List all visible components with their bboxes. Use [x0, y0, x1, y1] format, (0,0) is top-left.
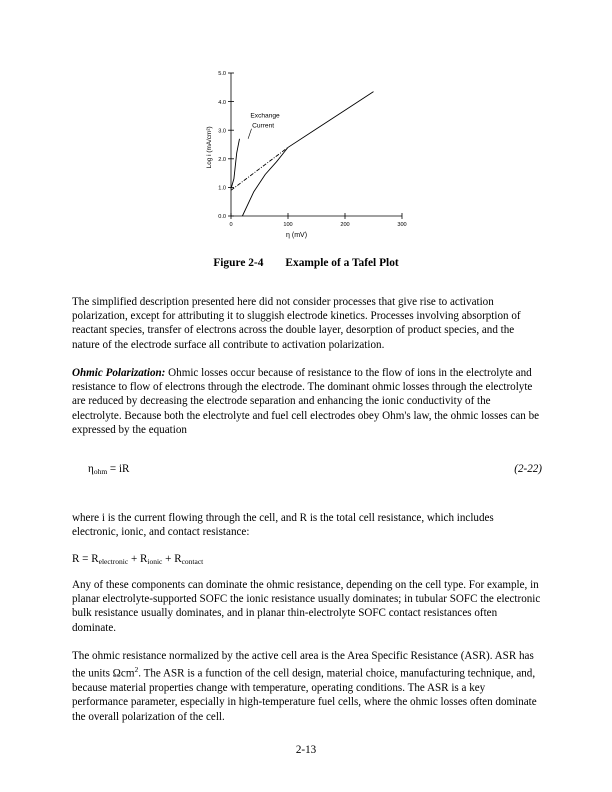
- figure-title: Example of a Tafel Plot: [285, 257, 399, 269]
- x-tick-label: 100: [283, 222, 293, 228]
- paragraph-components: Any of these components can dominate the ohmic resistance, depending on the cell type. For example, in planar electrolyte-supported SOFC the ionic resistance usually dominates; in tubular SOFC the electronic bulk resistance usually dominates, and in planar thin-electrolyte SOFC contact resistances often dominate.: [72, 579, 541, 634]
- y-tick-label: 3.0: [218, 128, 226, 135]
- y-tick-label: 4.0: [218, 99, 226, 106]
- annotation-current: Current: [252, 122, 275, 130]
- x-tick-label: 0: [229, 222, 233, 228]
- y-tick-label: 5.0: [218, 71, 226, 78]
- paragraph-asr: [72, 649, 542, 724]
- equation-number: (2-22): [514, 463, 542, 475]
- asr-text-a: The ohmic resistance normalized by the active cell area is the Area Specific Resistance (ASR). ASR has the units Ωcm: [72, 650, 534, 680]
- y-tick-label: 2.0: [218, 157, 226, 163]
- annotation-leader: [248, 129, 251, 139]
- tafel-plot-figure: [195, 68, 420, 248]
- equation-rhs: = iR: [107, 463, 130, 475]
- y-tick-label: 1.0: [218, 185, 226, 192]
- series-line-0: [242, 92, 373, 216]
- eq2-plus-1: + R: [128, 553, 148, 565]
- equation-total-resistance: [72, 553, 203, 566]
- figure-caption: [0, 257, 612, 269]
- tafel-plot: [195, 68, 420, 248]
- figure-number: Figure 2-4: [213, 257, 264, 269]
- y-tick-label: 0.0: [218, 214, 226, 221]
- asr-text-b: . The ASR is a function of the cell design, material choice, manufacturing technique, and, because material properties change with temperature, operating conditions. The ASR is a key performance parameter, especially in high-temperature fuel cells, where the ohmic losses often dominate the overall polarization of the cell.: [72, 667, 537, 723]
- paragraph-activation: The simplified description presented here did not consider processes that give rise to activation polarization, except for attributing it to sluggish electrode kinetics. Processes involving absorption of reactant species, transfer of electrons across the double layer, desorption of product species, and the nature of the electrode surface all contribute to activation polarization.: [72, 296, 521, 351]
- eta-subscript: ohm: [93, 467, 108, 476]
- paragraph-where: where i is the current flowing through the cell, and R is the total cell resistance, which includes electronic, ionic, and contact resistance:: [72, 512, 494, 539]
- page-number: 2-13: [295, 744, 317, 756]
- equation-ohmic-loss: [88, 463, 129, 476]
- eq2-sub-electronic: electronic: [98, 557, 129, 566]
- x-tick-label: 300: [397, 222, 407, 228]
- eta-symbol: η: [88, 463, 94, 475]
- eq2-sub-ionic: ionic: [147, 557, 163, 566]
- asr-superscript: 2: [134, 665, 139, 675]
- ohmic-text: Ohmic losses occur because of resistance to the flow of ions in the electrolyte and resistance to flow of electrons through the electrode. The dominant ohmic losses through the electrolyte are reduced by decreasing the electrode separation and enhancing the ionic conductivity of the electrolyte. Because both the electrolyte and fuel cell electrodes obey Ohm's law, the ohmic losses can be expressed by the equation: [72, 367, 540, 436]
- ohmic-heading: Ohmic Polarization:: [72, 367, 166, 379]
- x-axis-label: η (mV): [286, 232, 308, 239]
- annotation-exchange: Exchange: [250, 112, 280, 120]
- eq2-sub-contact: contact: [181, 557, 204, 566]
- eq2-lhs: R = R: [72, 553, 99, 565]
- series-line-2: [231, 139, 240, 189]
- paragraph-ohmic: [72, 366, 542, 437]
- x-tick-label: 200: [340, 222, 350, 228]
- y-axis-label: Log i (mA/cm²): [206, 126, 213, 169]
- eq2-plus-2: + R: [162, 553, 182, 565]
